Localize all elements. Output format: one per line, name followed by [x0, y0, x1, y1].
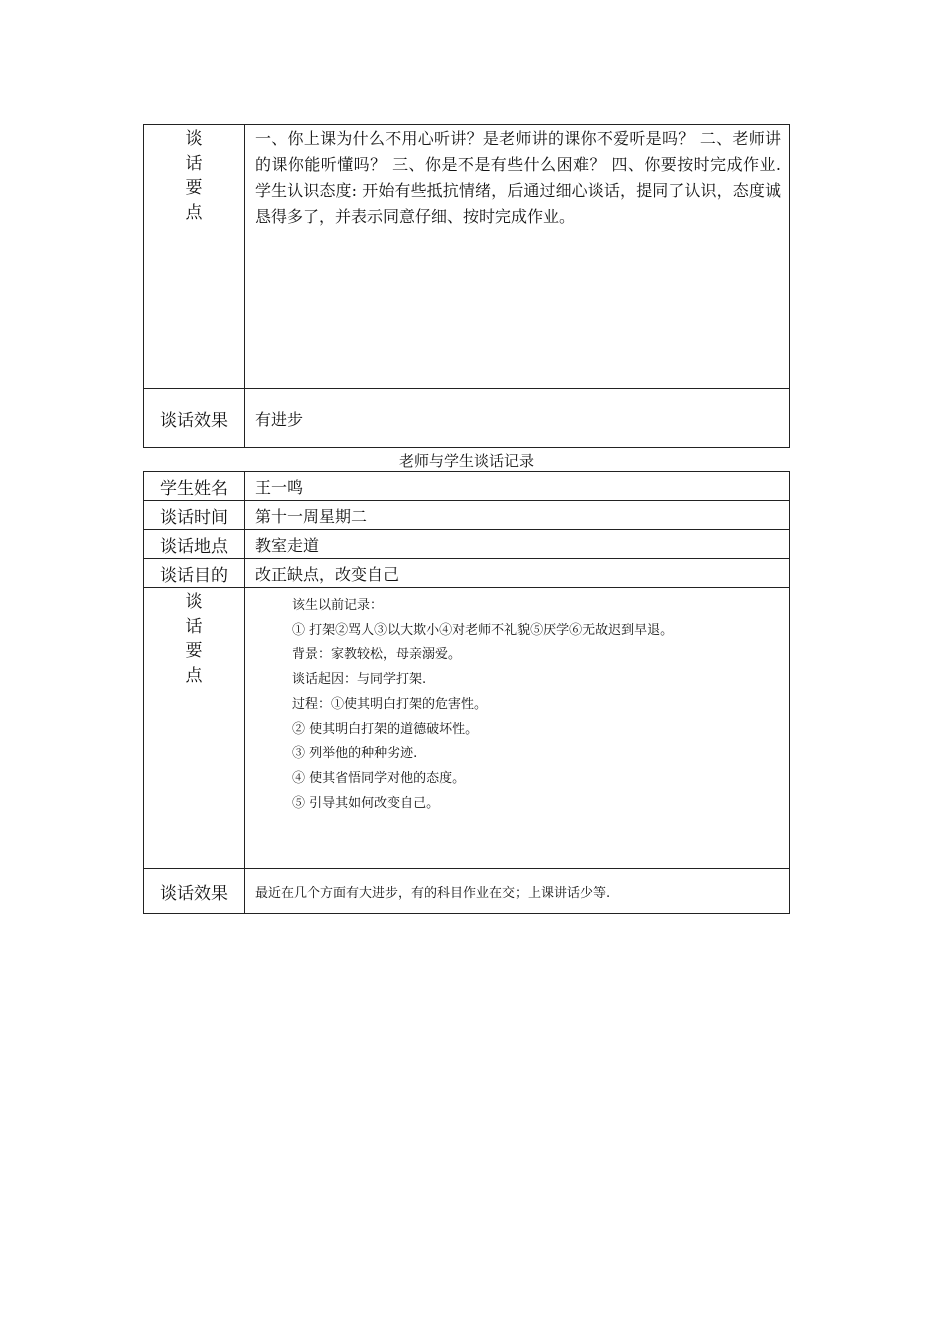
talk-points-text: 一、你上课为什么不用心听讲？是老师讲的课你不爱听是吗？ 二、老师讲的课你能听懂吗？ 三、你是不是有些什么困难？ 四、你要按时完成作业. 学生认识态度: 开始有些抵抗情绪，后通过细心谈话，提同了认识，态度诚恳得多了，并表示同意仔细、按时完成作业。	[245, 125, 790, 389]
talk-points-line: ① 打架②骂人③以大欺小④对老师不礼貌⑤厌学⑥无故迟到早退。	[292, 622, 674, 638]
talk-points-row	[144, 125, 790, 389]
talk-purpose-label: 谈话目的	[144, 559, 245, 588]
talk-points-label	[144, 125, 245, 389]
talk-points-line: ④ 使其省悟同学对他的态度。	[292, 770, 466, 786]
talk-points-line: 背景：家教较松，母亲溺爱。	[292, 647, 462, 663]
talk-time-label: 谈话时间	[144, 501, 245, 530]
talk-points-label-char: 谈	[185, 129, 203, 149]
talk-effect-row	[144, 389, 790, 448]
student-name-value: 王一鸣	[245, 472, 790, 501]
talk-points-label-char: 谈	[185, 592, 203, 612]
talk-place-value: 教室走道	[245, 530, 790, 559]
talk-points-label-char: 话	[185, 153, 203, 174]
talk-points-line: ⑤ 引导其如何改变自己。	[292, 795, 440, 811]
record-title: 老师与学生谈话记录	[398, 452, 534, 470]
talk-effect-row	[144, 869, 790, 914]
talk-place-label: 谈话地点	[144, 530, 245, 559]
talk-purpose-value: 改正缺点，改变自己	[245, 559, 790, 588]
talk-points-label	[144, 588, 245, 869]
talk-time-value: 第十一周星期二	[245, 501, 790, 530]
talk-points-label-char: 话	[185, 616, 203, 637]
talk-points-label-char: 点	[185, 665, 203, 686]
talk-points-line: 过程：①使其明白打架的危害性。	[292, 696, 488, 712]
talk-points-line: ② 使其明白打架的道德破坏性。	[292, 721, 479, 737]
talk-record-table-1	[143, 124, 790, 448]
talk-record-table-2	[143, 471, 790, 914]
talk-effect-value: 最近在几个方面有大进步，有的科目作业在交；上课讲话少等.	[245, 869, 790, 914]
talk-points-label-char: 要	[185, 641, 203, 661]
talk-place-row	[144, 530, 790, 559]
talk-points-label-char: 要	[185, 178, 203, 198]
talk-points-content	[245, 588, 790, 869]
talk-effect-label: 谈话效果	[144, 389, 245, 448]
talk-points-line: 谈话起因：与同学打架.	[292, 672, 427, 688]
talk-effect-value: 有进步	[245, 389, 790, 448]
talk-points-label-char: 点	[185, 202, 203, 223]
talk-purpose-row	[144, 559, 790, 588]
talk-points-row	[144, 588, 790, 869]
student-name-row	[144, 472, 790, 501]
talk-effect-label: 谈话效果	[144, 869, 245, 914]
student-name-label: 学生姓名	[144, 472, 245, 501]
talk-time-row	[144, 501, 790, 530]
talk-points-line: ③ 列举他的种种劣迹.	[292, 746, 418, 762]
talk-points-line: 该生以前记录：	[292, 598, 384, 613]
